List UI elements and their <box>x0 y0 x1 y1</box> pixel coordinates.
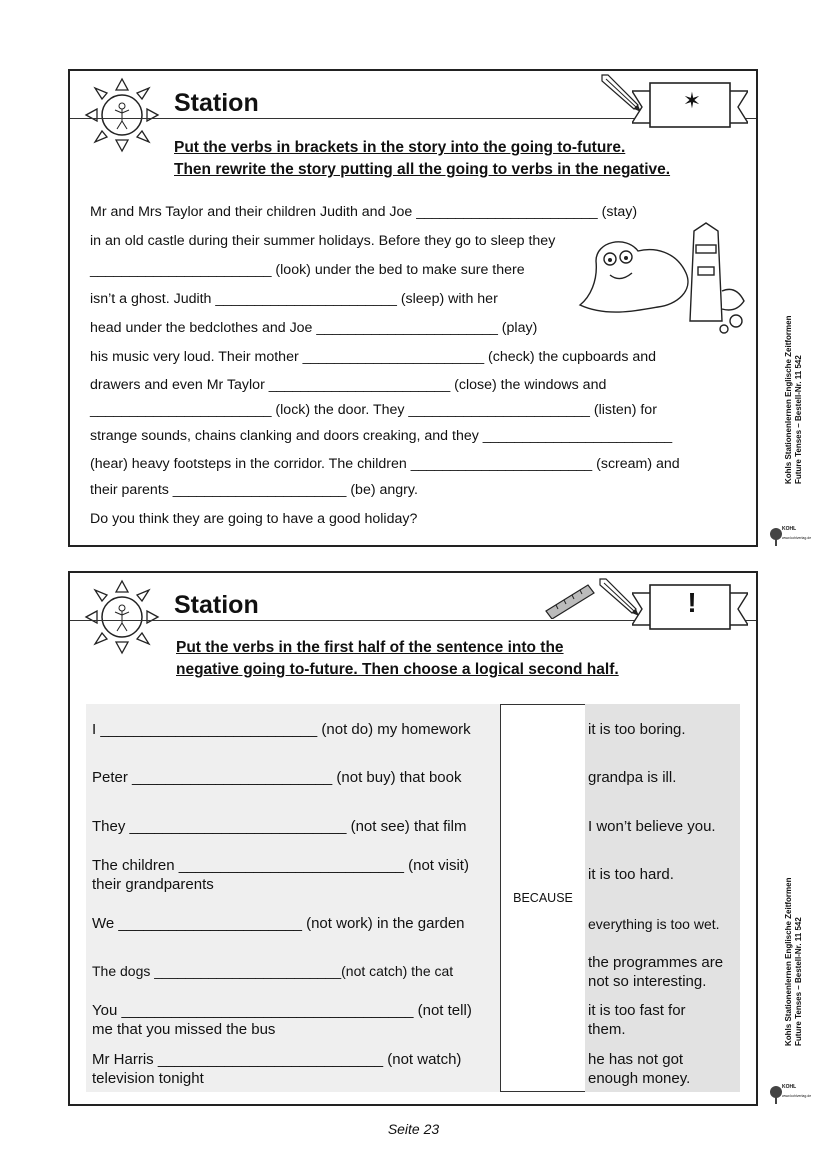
because-column <box>500 704 586 1092</box>
left-item <box>92 817 466 836</box>
sentence-endings-column <box>585 704 740 1092</box>
right-item-line: it is too hard. <box>588 866 674 883</box>
instruction-line: Put the verbs in brackets in the story into the going to-future. <box>174 139 626 156</box>
story-line: his music very loud. Their mother _______________________ (check) the cupboards and <box>90 349 657 365</box>
side-line: Kohls Stationenlernen Englische Zeitformen <box>784 315 793 484</box>
publisher-logo <box>768 1082 812 1108</box>
right-item <box>588 953 723 991</box>
sun-icon <box>82 75 162 155</box>
right-item-line: I won’t believe you. <box>588 818 716 835</box>
matching-table <box>86 704 740 1092</box>
right-item-line: everything is too wet. <box>588 916 720 932</box>
story-line: drawers and even Mr Taylor _______________________ (close) the windows and <box>90 377 607 393</box>
instruction-line: negative going to-future. Then choose a logical second half. <box>176 661 619 678</box>
right-item-line: them. <box>588 1021 626 1038</box>
left-item <box>92 856 469 894</box>
side-publisher-text <box>784 316 804 484</box>
side-publisher-text <box>784 878 804 1046</box>
because-label: BECAUSE <box>513 891 573 905</box>
left-item-line: I __________________________ (not do) my homework <box>92 721 471 738</box>
left-item-line: Mr Harris ___________________________ (not watch) <box>92 1051 462 1068</box>
left-item <box>92 720 471 739</box>
instructions <box>174 137 670 181</box>
logo-text: KOHL <box>782 1084 797 1090</box>
story-line: Do you think they are going to have a good holiday? <box>90 511 418 527</box>
story-line: strange sounds, chains clanking and doors creaking, and they ________________________ <box>90 428 673 444</box>
sentence-beginnings-column <box>86 704 500 1092</box>
instructions <box>176 637 619 681</box>
story-line: isn’t a ghost. Judith _______________________ (sleep) with her <box>90 291 498 307</box>
logo-text: KOHL <box>782 526 797 532</box>
left-item-line: You ___________________________________ (not tell) <box>92 1002 472 1019</box>
left-item-line: We ______________________ (not work) in the garden <box>92 915 465 932</box>
story-line: their parents ______________________ (be) angry. <box>90 482 418 498</box>
right-item <box>588 915 720 934</box>
left-item-line: Peter ________________________ (not buy) that book <box>92 769 462 786</box>
side-line: Kohls Stationenlernen Englische Zeitformen <box>784 877 793 1046</box>
left-item <box>92 768 461 787</box>
station-card-2 <box>68 571 758 1106</box>
ruler-icon <box>544 583 596 619</box>
right-item <box>588 1001 686 1039</box>
story-line: _______________________ (look) under the bed to make sure there <box>90 262 525 278</box>
left-item-line: The children ___________________________ (not visit) <box>92 857 469 874</box>
instruction-line: Then rewrite the story putting all the going to verbs in the negative. <box>174 161 671 178</box>
right-item-line: he has not got <box>588 1051 684 1068</box>
publisher-logo <box>768 524 812 550</box>
right-item-line: it is too fast for <box>588 1002 686 1019</box>
right-item-line: grandpa is ill. <box>588 769 677 786</box>
instruction-line: Put the verbs in the first half of the sentence into the <box>176 639 564 656</box>
right-item <box>588 817 716 836</box>
story-line: (hear) heavy footsteps in the corridor. The children _______________________ (scream) and <box>90 456 680 472</box>
story-line: Mr and Mrs Taylor and their children Judith and Joe _______________________ (stay) <box>90 204 638 220</box>
ghost-castle-illustration <box>576 221 752 337</box>
left-item <box>92 1050 461 1088</box>
left-item-line: They __________________________ (not see) that film <box>92 818 467 835</box>
left-item-line: their grandparents <box>92 876 214 893</box>
left-item <box>92 1001 472 1039</box>
station-card-1 <box>68 69 758 547</box>
star-symbol: ✶ <box>682 88 702 113</box>
right-item <box>588 1050 690 1088</box>
right-item <box>588 720 686 739</box>
side-line: Future Tenses – Bestell-Nr. 11 542 <box>794 917 803 1046</box>
story-line: in an old castle during their summer holidays. Before they go to sleep they <box>90 233 556 249</box>
station-title: Station <box>174 591 259 619</box>
side-line: Future Tenses – Bestell-Nr. 11 542 <box>794 355 803 484</box>
logo-url: www.kohlverlag.de <box>782 1094 812 1098</box>
right-item <box>588 865 674 884</box>
right-item-line: the programmes are <box>588 954 724 971</box>
left-item <box>92 914 465 933</box>
right-item-line: enough money. <box>588 1070 691 1087</box>
left-item <box>92 962 453 981</box>
left-item-line: television tonight <box>92 1070 204 1087</box>
sun-icon <box>82 577 162 657</box>
left-item-line: The dogs ________________________(not catch) the cat <box>92 963 454 979</box>
story-line: _______________________ (lock) the door. They _______________________ (listen) for <box>90 402 657 418</box>
right-item <box>588 768 676 787</box>
left-item-line: me that you missed the bus <box>92 1021 276 1038</box>
story-line: head under the bedclothes and Joe _______________________ (play) <box>90 320 538 336</box>
logo-url: www.kohlverlag.de <box>782 536 812 540</box>
exclamation-symbol: ! <box>687 587 697 618</box>
page-number: Seite 23 <box>387 1121 440 1137</box>
right-item-line: it is too boring. <box>588 721 686 738</box>
right-item-line: not so interesting. <box>588 973 707 990</box>
station-title: Station <box>174 89 259 117</box>
